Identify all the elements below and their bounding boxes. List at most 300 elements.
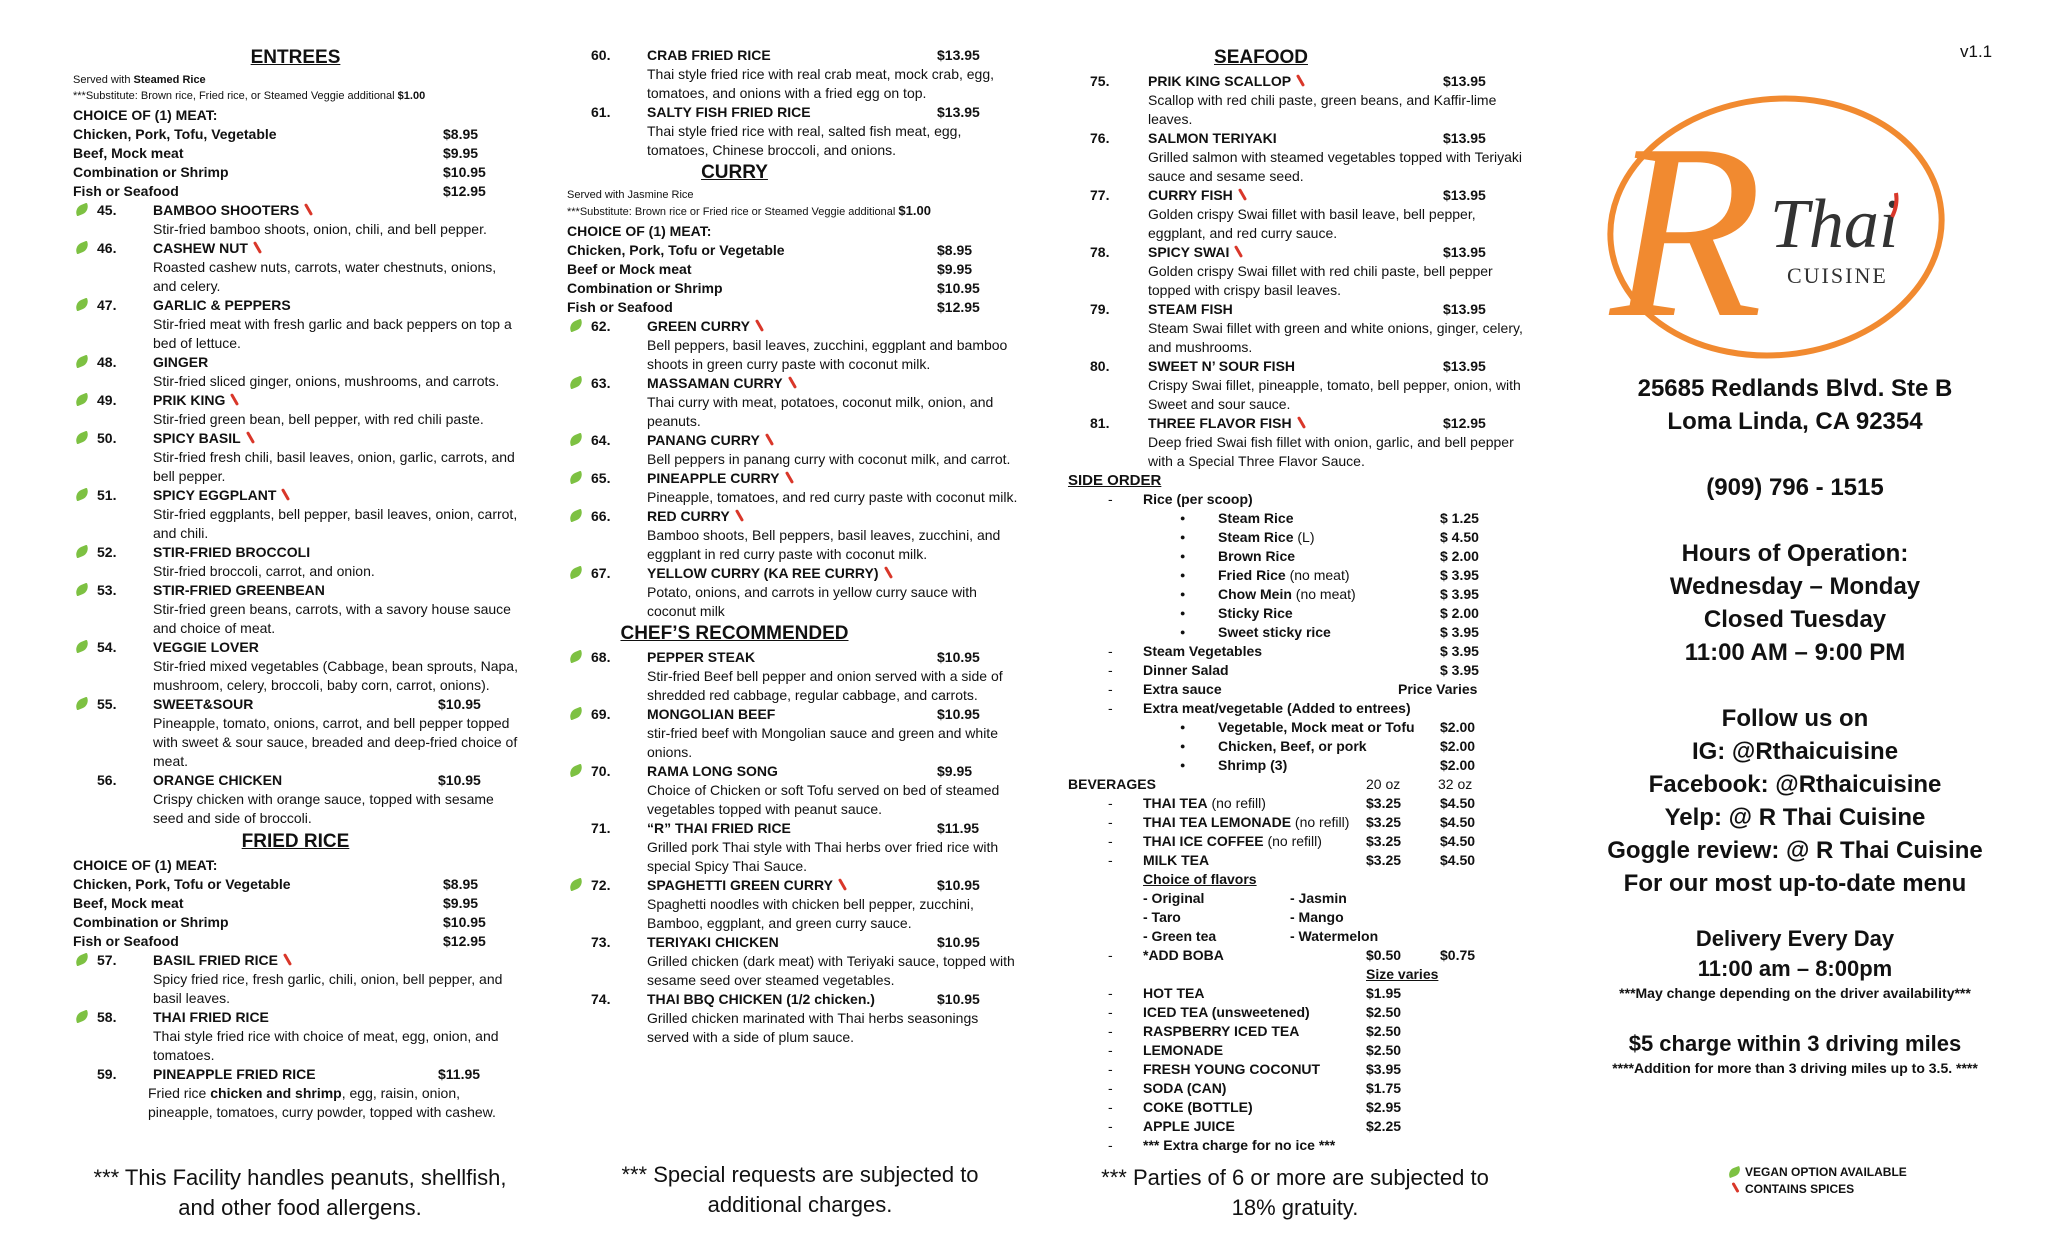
side-price: $ 3.95 (1440, 662, 1479, 678)
item-description: Potato, onions, and carrots in yellow curry sauce with coconut milk (647, 584, 977, 619)
menu-item (567, 374, 1022, 431)
beverage-price: $2.50 (1366, 1004, 1402, 1020)
price-row (567, 260, 1022, 279)
side-rice-row (1068, 547, 1524, 566)
item-number: 75. (1090, 73, 1110, 89)
item-number: 63. (591, 375, 611, 391)
beverage-name: HOT TEA (1143, 985, 1205, 1001)
spicy-chili-icon (788, 376, 797, 389)
price-row (73, 125, 518, 144)
driver-note: ***May change depending on the driver availability*** (1619, 985, 1971, 1001)
rice-name (1218, 528, 1315, 547)
item-price: $10.95 (937, 706, 980, 722)
version-label: v1.1 (1960, 42, 1993, 61)
item-name: VEGGIE LOVER (153, 639, 259, 655)
item-number: 77. (1090, 187, 1110, 203)
delivery-charge: $5 charge within 3 driving miles (1628, 1031, 1962, 1056)
ice-note-row (1068, 1136, 1524, 1155)
vegan-leaf-icon (74, 545, 90, 559)
dash: - (1108, 947, 1113, 963)
spicy-chili-icon (1238, 188, 1247, 201)
rice-name-text: Sweet sticky rice (1218, 624, 1331, 640)
entrees-item-list (73, 201, 518, 828)
beverage-name (1143, 813, 1349, 832)
spicy-chili-icon (1296, 74, 1305, 87)
rice-price: $ 3.95 (1440, 586, 1479, 602)
beverage-price-32: $4.50 (1440, 852, 1476, 868)
menu-item (567, 507, 1022, 564)
spicy-chili-icon (246, 431, 255, 444)
item-price: $13.95 (1443, 73, 1486, 89)
dash: - (1108, 681, 1113, 697)
item-number: 56. (97, 772, 117, 788)
item-name: THREE FLAVOR FISH (1148, 415, 1292, 431)
price-row-value: $12.95 (443, 183, 486, 199)
item-number: 46. (97, 240, 117, 256)
item-description: Stir-fried green bean, bell pepper, with red chili paste. (153, 411, 484, 427)
item-name: YELLOW CURRY (KA REE CURRY) (647, 565, 879, 581)
side-other-list (1068, 642, 1524, 699)
menu-item (1068, 414, 1524, 471)
r-thai-logo (1590, 85, 1950, 365)
vegan-leaf-icon (74, 953, 90, 967)
phone-number: (909) 796 - 1515 (1706, 474, 1884, 501)
item-name: RAMA LONG SONG (647, 763, 778, 779)
item-description: Spicy fried rice, fresh garlic, chili, onion, bell pepper, and basil leaves. (153, 971, 503, 1006)
dash: - (1108, 1023, 1113, 1039)
spicy-chili-icon (281, 488, 290, 501)
item-number: 51. (97, 487, 117, 503)
beverage-note: (no refill) (1291, 814, 1350, 830)
dash: - (1108, 852, 1113, 868)
legend-spice-text: CONTAINS SPICES (1745, 1182, 1855, 1196)
item-price: $11.95 (937, 820, 980, 836)
item-price: $9.95 (937, 763, 973, 779)
item-price: $13.95 (1443, 244, 1486, 260)
dash: - (1108, 1042, 1113, 1058)
item-name: CRAB FRIED RICE (647, 47, 771, 63)
item-price: $10.95 (937, 934, 980, 950)
spicy-chili-icon (883, 566, 892, 579)
beverage-price: $2.50 (1366, 1023, 1402, 1039)
side-rice-row (1068, 528, 1524, 547)
beverage-name: APPLE JUICE (1143, 1118, 1235, 1134)
entrees-choice: CHOICE OF (1) MEAT: (73, 107, 218, 123)
rice-name (1218, 585, 1356, 604)
item-number: 49. (97, 392, 117, 408)
footer-gratuity: *** Parties of 6 or more are subjected to 18% gratuity. (1101, 1165, 1489, 1220)
curry-served: Served with Jasmine Rice (567, 189, 694, 201)
item-name: MASSAMAN CURRY (647, 375, 783, 391)
side-extra-row (1068, 756, 1524, 775)
dash: - (1108, 985, 1113, 1001)
rice-price: $ 2.00 (1440, 605, 1479, 621)
rice-name-text: Steam Rice (1218, 529, 1298, 545)
item-number: 70. (591, 763, 611, 779)
rice-name-text: Fried Rice (1218, 567, 1290, 583)
beverage-name-text: THAI ICE COFFEE (1143, 833, 1264, 849)
beverage-row (1068, 984, 1524, 1003)
bullet: ● (1180, 760, 1186, 770)
beverage-name: FRESH YOUNG COCONUT (1143, 1061, 1321, 1077)
legend-vegan-text: VEGAN OPTION AVAILABLE (1745, 1165, 1907, 1179)
item-description: Grilled salmon with steamed vegetables topped with Teriyaki sauce and sesame seed. (1148, 149, 1523, 184)
item-description: Choice of Chicken or soft Tofu served on bed of steamed vegetables topped with peanut sauce. (647, 782, 1000, 817)
vegan-leaf-icon (74, 640, 90, 654)
side-price: Price Varies (1398, 681, 1478, 697)
extra-name: Shrimp (3) (1218, 757, 1288, 773)
item-name: SWEET&SOUR (153, 696, 254, 712)
rice-name (1218, 509, 1293, 528)
menu-item (73, 486, 518, 543)
footer-special-requests: *** Special requests are subjected to additional charges. (621, 1162, 979, 1217)
rice-price: $ 3.95 (1440, 624, 1479, 640)
item-number: 79. (1090, 301, 1110, 317)
column-curry (567, 38, 1022, 1047)
ice-note: *** Extra charge for no ice *** (1143, 1137, 1336, 1153)
item-name: TERIYAKI CHICKEN (647, 934, 779, 950)
logo-thai: Thai (1770, 186, 1899, 263)
side-name: Steam Vegetables (1143, 643, 1263, 659)
price-row-label: Chicken, Pork, Tofu or Vegetable (73, 876, 291, 892)
item-description: Stir-fried Beef bell pepper and onion served with a side of shredded red cabbage, regular cabbage, and carrots. (647, 668, 1003, 703)
menu-item (567, 46, 1022, 103)
column-info (1560, 372, 2030, 1078)
price-row-value: $8.95 (937, 242, 973, 258)
item-description: Stir-fried bamboo shoots, onion, chili, and bell pepper. (153, 221, 487, 237)
price-row-label: Fish or Seafood (73, 933, 179, 949)
flavor-row (1068, 908, 1524, 927)
dash: - (1108, 1004, 1113, 1020)
boba-p2: $0.75 (1440, 947, 1476, 963)
price-row-label: Fish or Seafood (567, 299, 673, 315)
rice-name-text: Sticky Rice (1218, 605, 1293, 621)
price-row-value: $10.95 (443, 164, 486, 180)
side-rice-row (1068, 585, 1524, 604)
item-name: GINGER (153, 354, 209, 370)
item-description: Deep fried Swai fish fillet with onion, garlic, and bell pepper with a Special Three Flavor Sauce. (1148, 434, 1514, 469)
price-row-value: $12.95 (937, 299, 980, 315)
price-row (73, 894, 518, 913)
price-row (567, 298, 1022, 317)
fried-rice-item-list-2 (567, 46, 1022, 160)
seafood-title: SEAFOOD (1214, 47, 1308, 68)
item-description: Crispy Swai fillet, pineapple, tomato, bell pepper, onion, with Sweet and sour sauce. (1148, 377, 1521, 412)
item-name: PINEAPPLE CURRY (647, 470, 780, 486)
bullet: ● (1180, 741, 1186, 751)
item-description: Spaghetti noodles with chicken bell pepper, zucchini, Bamboo, eggplant, and green curry sauce. (647, 896, 974, 931)
beverage-note: (no refill) (1263, 833, 1322, 849)
item-number: 73. (591, 934, 611, 950)
menu-item (73, 296, 518, 353)
item-number: 78. (1090, 244, 1110, 260)
vegan-leaf-icon (74, 393, 90, 407)
beverage-row (1068, 1098, 1524, 1117)
menu-item (73, 201, 518, 239)
menu-item (73, 353, 518, 391)
beverage-name-text: MILK TEA (1143, 852, 1210, 868)
item-description: Bamboo shoots, Bell peppers, basil leaves, zucchini, and eggplant in red curry paste with coconut milk. (647, 527, 1001, 562)
menu-item (567, 705, 1022, 762)
item-description: Stir-fried eggplants, bell pepper, basil leaves, onion, carrot, and chili. (153, 506, 518, 541)
menu-item (73, 391, 518, 429)
vegan-leaf-icon (74, 355, 90, 369)
side-rice-row (1068, 566, 1524, 585)
item-description: Roasted cashew nuts, carrots, water chestnuts, onions, and celery. (153, 259, 497, 294)
item-name: PEPPER STEAK (647, 649, 756, 665)
rice-name (1218, 547, 1295, 566)
side-extra-row (1068, 737, 1524, 756)
hours-closed: Closed Tuesday (1703, 606, 1887, 633)
address-line-2: Loma Linda, CA 92354 (1667, 408, 1923, 435)
rice-note: (no meat) (1295, 586, 1356, 602)
flavors-title: Choice of flavors (1143, 871, 1257, 887)
side-other-row (1068, 642, 1524, 661)
beverage-price-32: $4.50 (1440, 814, 1476, 830)
menu-item (1068, 72, 1524, 129)
item-number: 74. (591, 991, 611, 1007)
item-description: Pineapple, tomato, onions, carrot, and bell pepper topped with sweet & sour sauce, breaded and deep-fried choice of meat. (153, 715, 518, 769)
rice-note: (no meat) (1289, 567, 1350, 583)
bullet: ● (1180, 513, 1186, 523)
vegan-leaf-icon (74, 203, 90, 217)
menu-item (73, 771, 518, 828)
side-rice-row (1068, 604, 1524, 623)
item-name: PINEAPPLE FRIED RICE (153, 1066, 316, 1082)
item-description: Grilled chicken (dark meat) with Teriyaki sauce, topped with sesame seed over steamed vegetables. (647, 953, 1015, 988)
logo-graphic (1590, 85, 1950, 365)
pineapple-desc (73, 1084, 518, 1122)
logo-cuisine: CUISINE (1787, 263, 1888, 288)
item-name: STIR-FRIED GREENBEAN (153, 582, 325, 598)
price-row-value: $10.95 (443, 914, 486, 930)
item-price: $10.95 (438, 696, 481, 712)
menu-item (73, 1008, 518, 1065)
extra-price: $2.00 (1440, 757, 1476, 773)
bullet: ● (1180, 722, 1186, 732)
item-name: SPICY BASIL (153, 430, 241, 446)
flavor-right: - Jasmin (1290, 890, 1347, 906)
price-row-label: Beef, Mock meat (73, 895, 184, 911)
item-number: 69. (591, 706, 611, 722)
instagram-handle: IG: @Rthaicuisine (1691, 738, 1899, 765)
item-price: $13.95 (1443, 301, 1486, 317)
item-number: 50. (97, 430, 117, 446)
dash: - (1108, 662, 1113, 678)
curry-sub-price: $1.00 (898, 203, 931, 218)
column-seafood (1068, 38, 1524, 1155)
item-number: 72. (591, 877, 611, 893)
menu-item (73, 1065, 518, 1084)
beverage-name (1143, 851, 1209, 870)
flavor-list (1068, 889, 1524, 946)
boba-name: *ADD BOBA (1143, 947, 1224, 963)
bullet: ● (1180, 551, 1186, 561)
pineapple-desc-bold: chicken and shrimp (210, 1085, 342, 1101)
flavor-left: - Taro (1143, 909, 1181, 925)
price-row (567, 279, 1022, 298)
spicy-chili-icon (1297, 416, 1306, 429)
item-description: Steam Swai fillet with green and white onions, ginger, celery, and mushrooms. (1148, 320, 1523, 355)
side-rice-row (1068, 509, 1524, 528)
beverage-other-list (1068, 984, 1524, 1136)
beverage-note: (no refill) (1207, 795, 1266, 811)
price-row-value: $10.95 (937, 280, 980, 296)
menu-item (73, 695, 518, 771)
flavor-row (1068, 889, 1524, 908)
item-description: Stir-fried broccoli, carrot, and onion. (153, 563, 375, 579)
price-row-label: Combination or Shrimp (73, 164, 229, 180)
side-extra-label-row (1068, 699, 1524, 718)
rice-price: $ 2.00 (1440, 548, 1479, 564)
chefs-item-list (567, 648, 1022, 1047)
item-description: Stir-fried meat with fresh garlic and back peppers on top a bed of lettuce. (153, 316, 512, 351)
item-name: PANANG CURRY (647, 432, 760, 448)
menu-item (567, 469, 1022, 507)
beverage-name-text: THAI TEA (1143, 795, 1208, 811)
item-description: Thai curry with meat, potatoes, coconut milk, onion, and peanuts. (647, 394, 994, 429)
item-price: $10.95 (937, 877, 980, 893)
flavor-right: - Watermelon (1290, 928, 1379, 944)
curry-substitute (567, 203, 1022, 220)
side-extra-row (1068, 718, 1524, 737)
column-entrees (73, 38, 518, 1122)
delivery-addition: ****Addition for more than 3 driving miles up to 3.5. **** (1612, 1060, 1978, 1076)
pineapple-desc-a: Fried rice (148, 1085, 211, 1101)
menu-item (73, 638, 518, 695)
vegan-leaf-icon (568, 319, 584, 333)
item-name: RED CURRY (647, 508, 730, 524)
yelp-handle: Yelp: @ R Thai Cuisine (1664, 804, 1926, 831)
item-name: STIR-FRIED BROCCOLI (153, 544, 311, 560)
dash: - (1108, 1118, 1113, 1134)
curry-title: CURRY (701, 162, 768, 183)
curry-choice: CHOICE OF (1) MEAT: (567, 223, 712, 239)
side-rice-label-row (1068, 490, 1524, 509)
fried-rice-choice: CHOICE OF (1) MEAT: (73, 857, 218, 873)
item-name: CASHEW NUT (153, 240, 248, 256)
beverages-title: BEVERAGES (1068, 776, 1156, 792)
side-title: SIDE ORDER (1068, 472, 1162, 489)
beverage-name-text: THAI TEA LEMONADE (1143, 814, 1292, 830)
item-number: 59. (97, 1066, 117, 1082)
bullet: ● (1180, 532, 1186, 542)
item-price: $13.95 (1443, 187, 1486, 203)
facebook-handle: Facebook: @Rthaicuisine (1648, 771, 1942, 798)
spicy-chili-icon (283, 953, 292, 966)
rice-name (1218, 566, 1350, 585)
price-row-label: Fish or Seafood (73, 183, 179, 199)
item-price: $10.95 (438, 772, 481, 788)
item-name: GREEN CURRY (647, 318, 750, 334)
legend-spice (1728, 1181, 1907, 1198)
item-description: Crispy chicken with orange sauce, topped with sesame seed and side of broccoli. (153, 791, 494, 826)
address-line-1: 25685 Redlands Blvd. Ste B (1637, 375, 1953, 402)
menu-item (1068, 300, 1524, 357)
rice-price: $ 4.50 (1440, 529, 1479, 545)
beverage-name: RASPBERRY ICED TEA (1143, 1023, 1300, 1039)
item-description: Golden crispy Swai fillet with red chili paste, bell pepper topped with crispy basil leaves. (1148, 263, 1493, 298)
price-row (567, 241, 1022, 260)
beverage-name: SODA (CAN) (1143, 1080, 1227, 1096)
vegan-leaf-icon (74, 241, 90, 255)
item-name: STEAM FISH (1148, 301, 1233, 317)
flavors-title-row (1068, 870, 1524, 889)
dash: - (1108, 700, 1113, 716)
vegan-leaf-icon (568, 471, 584, 485)
vegan-leaf-icon (568, 509, 584, 523)
extra-price: $2.00 (1440, 738, 1476, 754)
item-description: Grilled chicken marinated with Thai herbs seasonings served with a side of plum sauce. (647, 1010, 979, 1045)
item-description: Thai style fried rice with real, salted fish meat, egg, tomatoes, Chinese broccoli, and onions. (647, 123, 962, 158)
item-number: 48. (97, 354, 117, 370)
rice-name (1218, 623, 1331, 642)
item-number: 76. (1090, 130, 1110, 146)
price-row-label: Chicken, Pork, Tofu, Vegetable (73, 126, 277, 142)
flavor-row (1068, 927, 1524, 946)
item-name: SPAGHETTI GREEN CURRY (647, 877, 833, 893)
item-number: 53. (97, 582, 117, 598)
beverage-row (1068, 1041, 1524, 1060)
vegan-leaf-icon (74, 1010, 90, 1024)
price-row-value: $9.95 (443, 895, 479, 911)
menu-item (567, 648, 1022, 705)
beverage-row (1068, 1003, 1524, 1022)
vegan-leaf-icon (74, 431, 90, 445)
price-row-value: $12.95 (443, 933, 486, 949)
chefs-title: CHEF’S RECOMMENDED (620, 623, 849, 644)
item-name: SALTY FISH FRIED RICE (647, 104, 811, 120)
beverage-price: $3.95 (1366, 1061, 1402, 1077)
beverage-tea-list (1068, 794, 1524, 870)
price-row-value: $8.95 (443, 126, 479, 142)
menu-item (567, 876, 1022, 933)
item-number: 52. (97, 544, 117, 560)
vegan-leaf-icon (74, 488, 90, 502)
side-other-row (1068, 680, 1524, 699)
menu-item (1068, 186, 1524, 243)
beverage-price-20: $3.25 (1366, 814, 1402, 830)
item-number: 62. (591, 318, 611, 334)
curry-item-list (567, 317, 1022, 621)
vegan-leaf-icon (568, 376, 584, 390)
menu-item (567, 317, 1022, 374)
item-name: MONGOLIAN BEEF (647, 706, 776, 722)
rice-label: Rice (per scoop) (1143, 491, 1253, 507)
side-rice-row (1068, 623, 1524, 642)
bullet: ● (1180, 627, 1186, 637)
google-review: Goggle review: @ R Thai Cuisine (1607, 837, 1983, 864)
spicy-chili-icon (253, 241, 262, 254)
beverage-row (1068, 794, 1524, 813)
item-number: 60. (591, 47, 611, 63)
dash: - (1108, 814, 1113, 830)
item-description: Thai style fried rice with choice of meat, egg, onion, and tomatoes. (153, 1028, 499, 1063)
item-name: SPICY SWAI (1148, 244, 1230, 260)
beverage-row (1068, 1117, 1524, 1136)
legend-vegan (1728, 1164, 1907, 1181)
vegan-leaf-icon (568, 878, 584, 892)
rice-name (1218, 604, 1293, 623)
menu-item (567, 103, 1022, 160)
beverage-price: $2.50 (1366, 1042, 1402, 1058)
delivery-hours: 11:00 am – 8:00pm (1697, 956, 1893, 981)
beverage-name (1143, 832, 1322, 851)
item-name: BASIL FRIED RICE (153, 952, 278, 968)
vegan-leaf-icon (568, 650, 584, 664)
menu-item (73, 543, 518, 581)
beverage-price: $2.95 (1366, 1099, 1402, 1115)
